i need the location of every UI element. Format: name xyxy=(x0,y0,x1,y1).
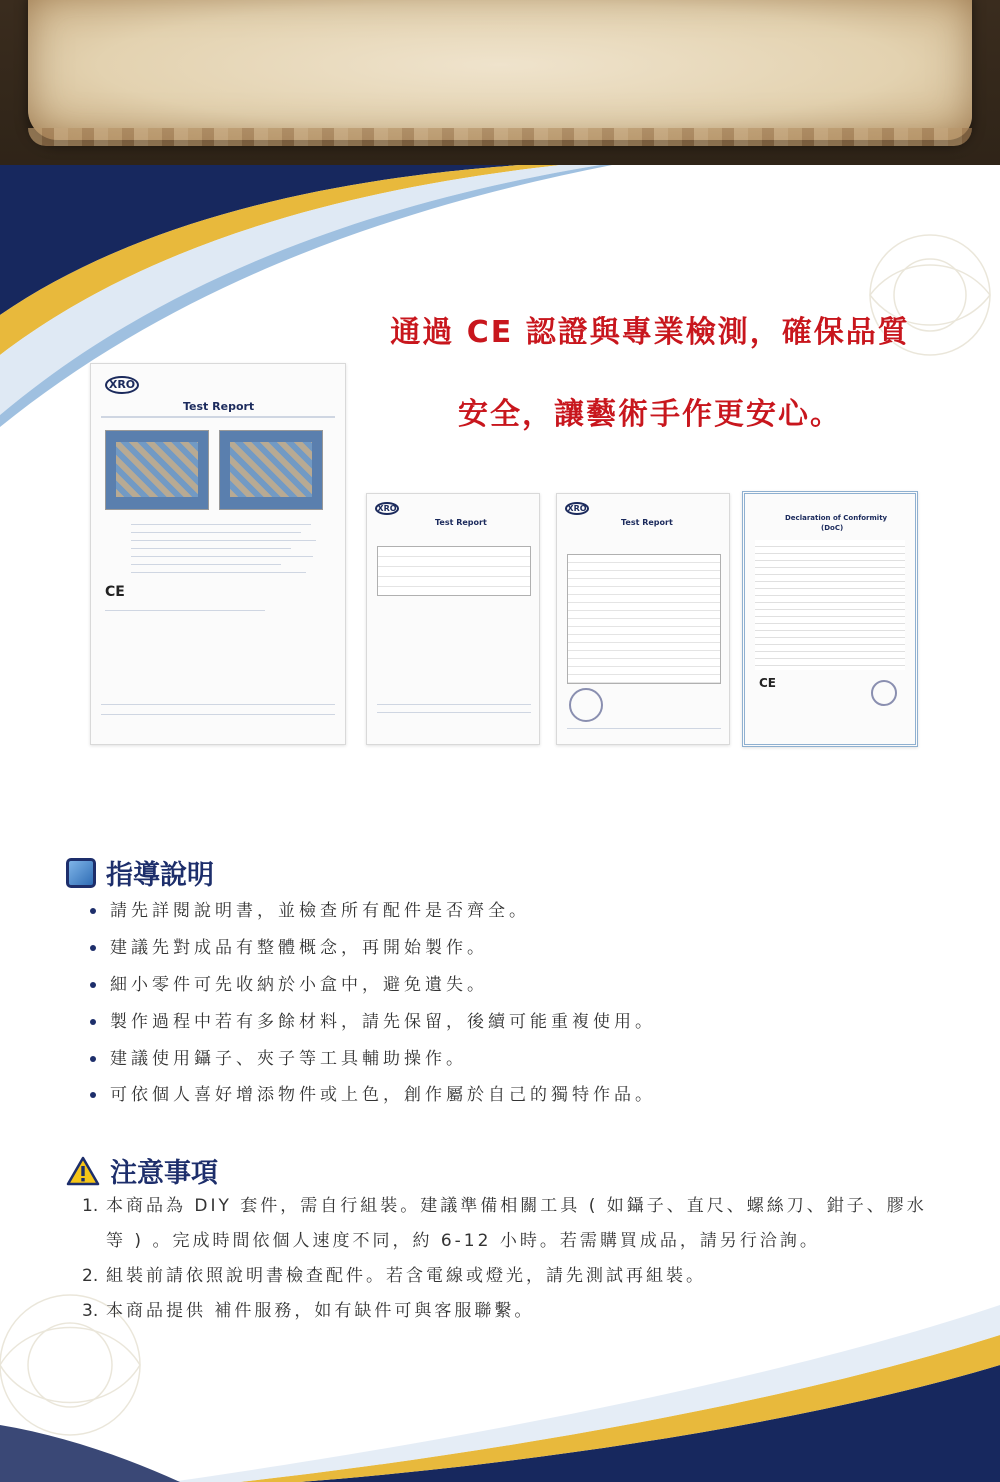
content-panel xyxy=(0,165,1000,1482)
inspection-stamp xyxy=(569,688,603,722)
text-line xyxy=(131,556,313,557)
xro-logo: XRO xyxy=(565,502,589,515)
bullet-dot-icon xyxy=(90,982,96,988)
guide-list xyxy=(90,893,656,1114)
footer-line xyxy=(377,712,531,713)
bullet-dot-icon xyxy=(90,908,96,914)
text-line xyxy=(131,524,311,525)
square-bullet-icon xyxy=(66,858,96,888)
guide-item-text: 製作過程中若有多餘材料，請先保留，後續可能重複使用。 xyxy=(110,1011,656,1032)
text-line xyxy=(131,548,291,549)
text-line xyxy=(131,540,316,541)
doc-body-text xyxy=(755,540,905,670)
notice-item-number: 3. xyxy=(82,1301,99,1321)
guide-item xyxy=(90,1077,656,1114)
warning-icon xyxy=(66,1156,100,1186)
product-photo xyxy=(105,430,209,510)
notice-item-text: 本商品為 DIY 套件，需自行組裝。建議準備相關工具 ( 如鑷子、直尺、螺絲刀、鉗子、膠水等 ) 。完成時間依個人速度不同，約 6-12 小時。若需購買成品，請另行洽詢。 xyxy=(106,1196,927,1251)
certificate-title: Test Report xyxy=(183,400,255,413)
headline-line-2: 安全，讓藝術手作更安心。 xyxy=(458,397,842,432)
text-line xyxy=(131,564,281,565)
ce-mark: CE xyxy=(105,584,125,600)
certificate-test-report-2 xyxy=(366,493,540,745)
guide-title-text: 指導說明 xyxy=(106,860,214,891)
bullet-dot-icon xyxy=(90,1092,96,1098)
footer-line xyxy=(101,714,335,715)
result-table xyxy=(377,546,531,596)
guide-item xyxy=(90,1040,656,1077)
guide-item xyxy=(90,930,656,967)
guide-item xyxy=(90,967,656,1004)
notice-item xyxy=(82,1259,942,1294)
xro-logo: XRO xyxy=(105,376,139,394)
parchment-edge xyxy=(28,128,972,146)
certificate-title: Test Report xyxy=(621,518,673,527)
certificate-test-report-main xyxy=(90,363,346,745)
guide-item xyxy=(90,893,656,930)
guide-section-title xyxy=(66,853,214,892)
notice-list xyxy=(82,1189,942,1329)
guide-item-text: 建議使用鑷子、夾子等工具輔助操作。 xyxy=(110,1048,467,1069)
parchment-sheet xyxy=(28,0,972,140)
certificate-test-report-3 xyxy=(556,493,730,745)
parchment-banner xyxy=(0,0,1000,165)
doc-title: Declaration of Conformity xyxy=(785,514,888,522)
divider xyxy=(101,416,335,418)
doc-subtitle: (DoC) xyxy=(821,524,844,532)
xro-logo: XRO xyxy=(375,502,399,515)
signature-stamp xyxy=(871,680,897,706)
notice-item xyxy=(82,1294,942,1329)
notice-title-text: 注意事項 xyxy=(110,1158,218,1189)
notice-item-text: 本商品提供 補件服務，如有缺件可與客服聯繫。 xyxy=(106,1301,535,1321)
product-photo xyxy=(219,430,323,510)
certificate-title: Test Report xyxy=(435,518,487,527)
notice-item-number: 2. xyxy=(82,1266,99,1286)
notice-section-title xyxy=(66,1151,218,1190)
guide-item xyxy=(90,1003,656,1040)
certificate-declaration-of-conformity xyxy=(742,491,918,747)
info-table xyxy=(567,554,721,684)
guide-item-text: 請先詳閱說明書，並檢查所有配件是否齊全。 xyxy=(110,901,530,922)
notice-item-number: 1. xyxy=(82,1196,99,1216)
notice-item xyxy=(82,1189,942,1259)
footer-line xyxy=(377,704,531,705)
ce-mark: CE xyxy=(759,676,777,690)
text-line xyxy=(105,610,265,611)
footer-line xyxy=(101,704,335,705)
notice-item-text: 組裝前請依照說明書檢查配件。若含電線或燈光，請先測試再組裝。 xyxy=(106,1266,706,1286)
bullet-dot-icon xyxy=(90,945,96,951)
text-line xyxy=(131,572,306,573)
guide-item-text: 可依個人喜好增添物件或上色，創作屬於自己的獨特作品。 xyxy=(110,1085,656,1106)
bullet-dot-icon xyxy=(90,1056,96,1062)
text-line xyxy=(131,532,301,533)
bullet-dot-icon xyxy=(90,1019,96,1025)
footer-line xyxy=(567,728,721,729)
guide-item-text: 建議先對成品有整體概念，再開始製作。 xyxy=(110,938,488,959)
headline-line-1: 通過 CE 認證與專業檢測，確保品質 xyxy=(390,315,910,350)
guide-item-text: 細小零件可先收納於小盒中，避免遺失。 xyxy=(110,974,488,995)
